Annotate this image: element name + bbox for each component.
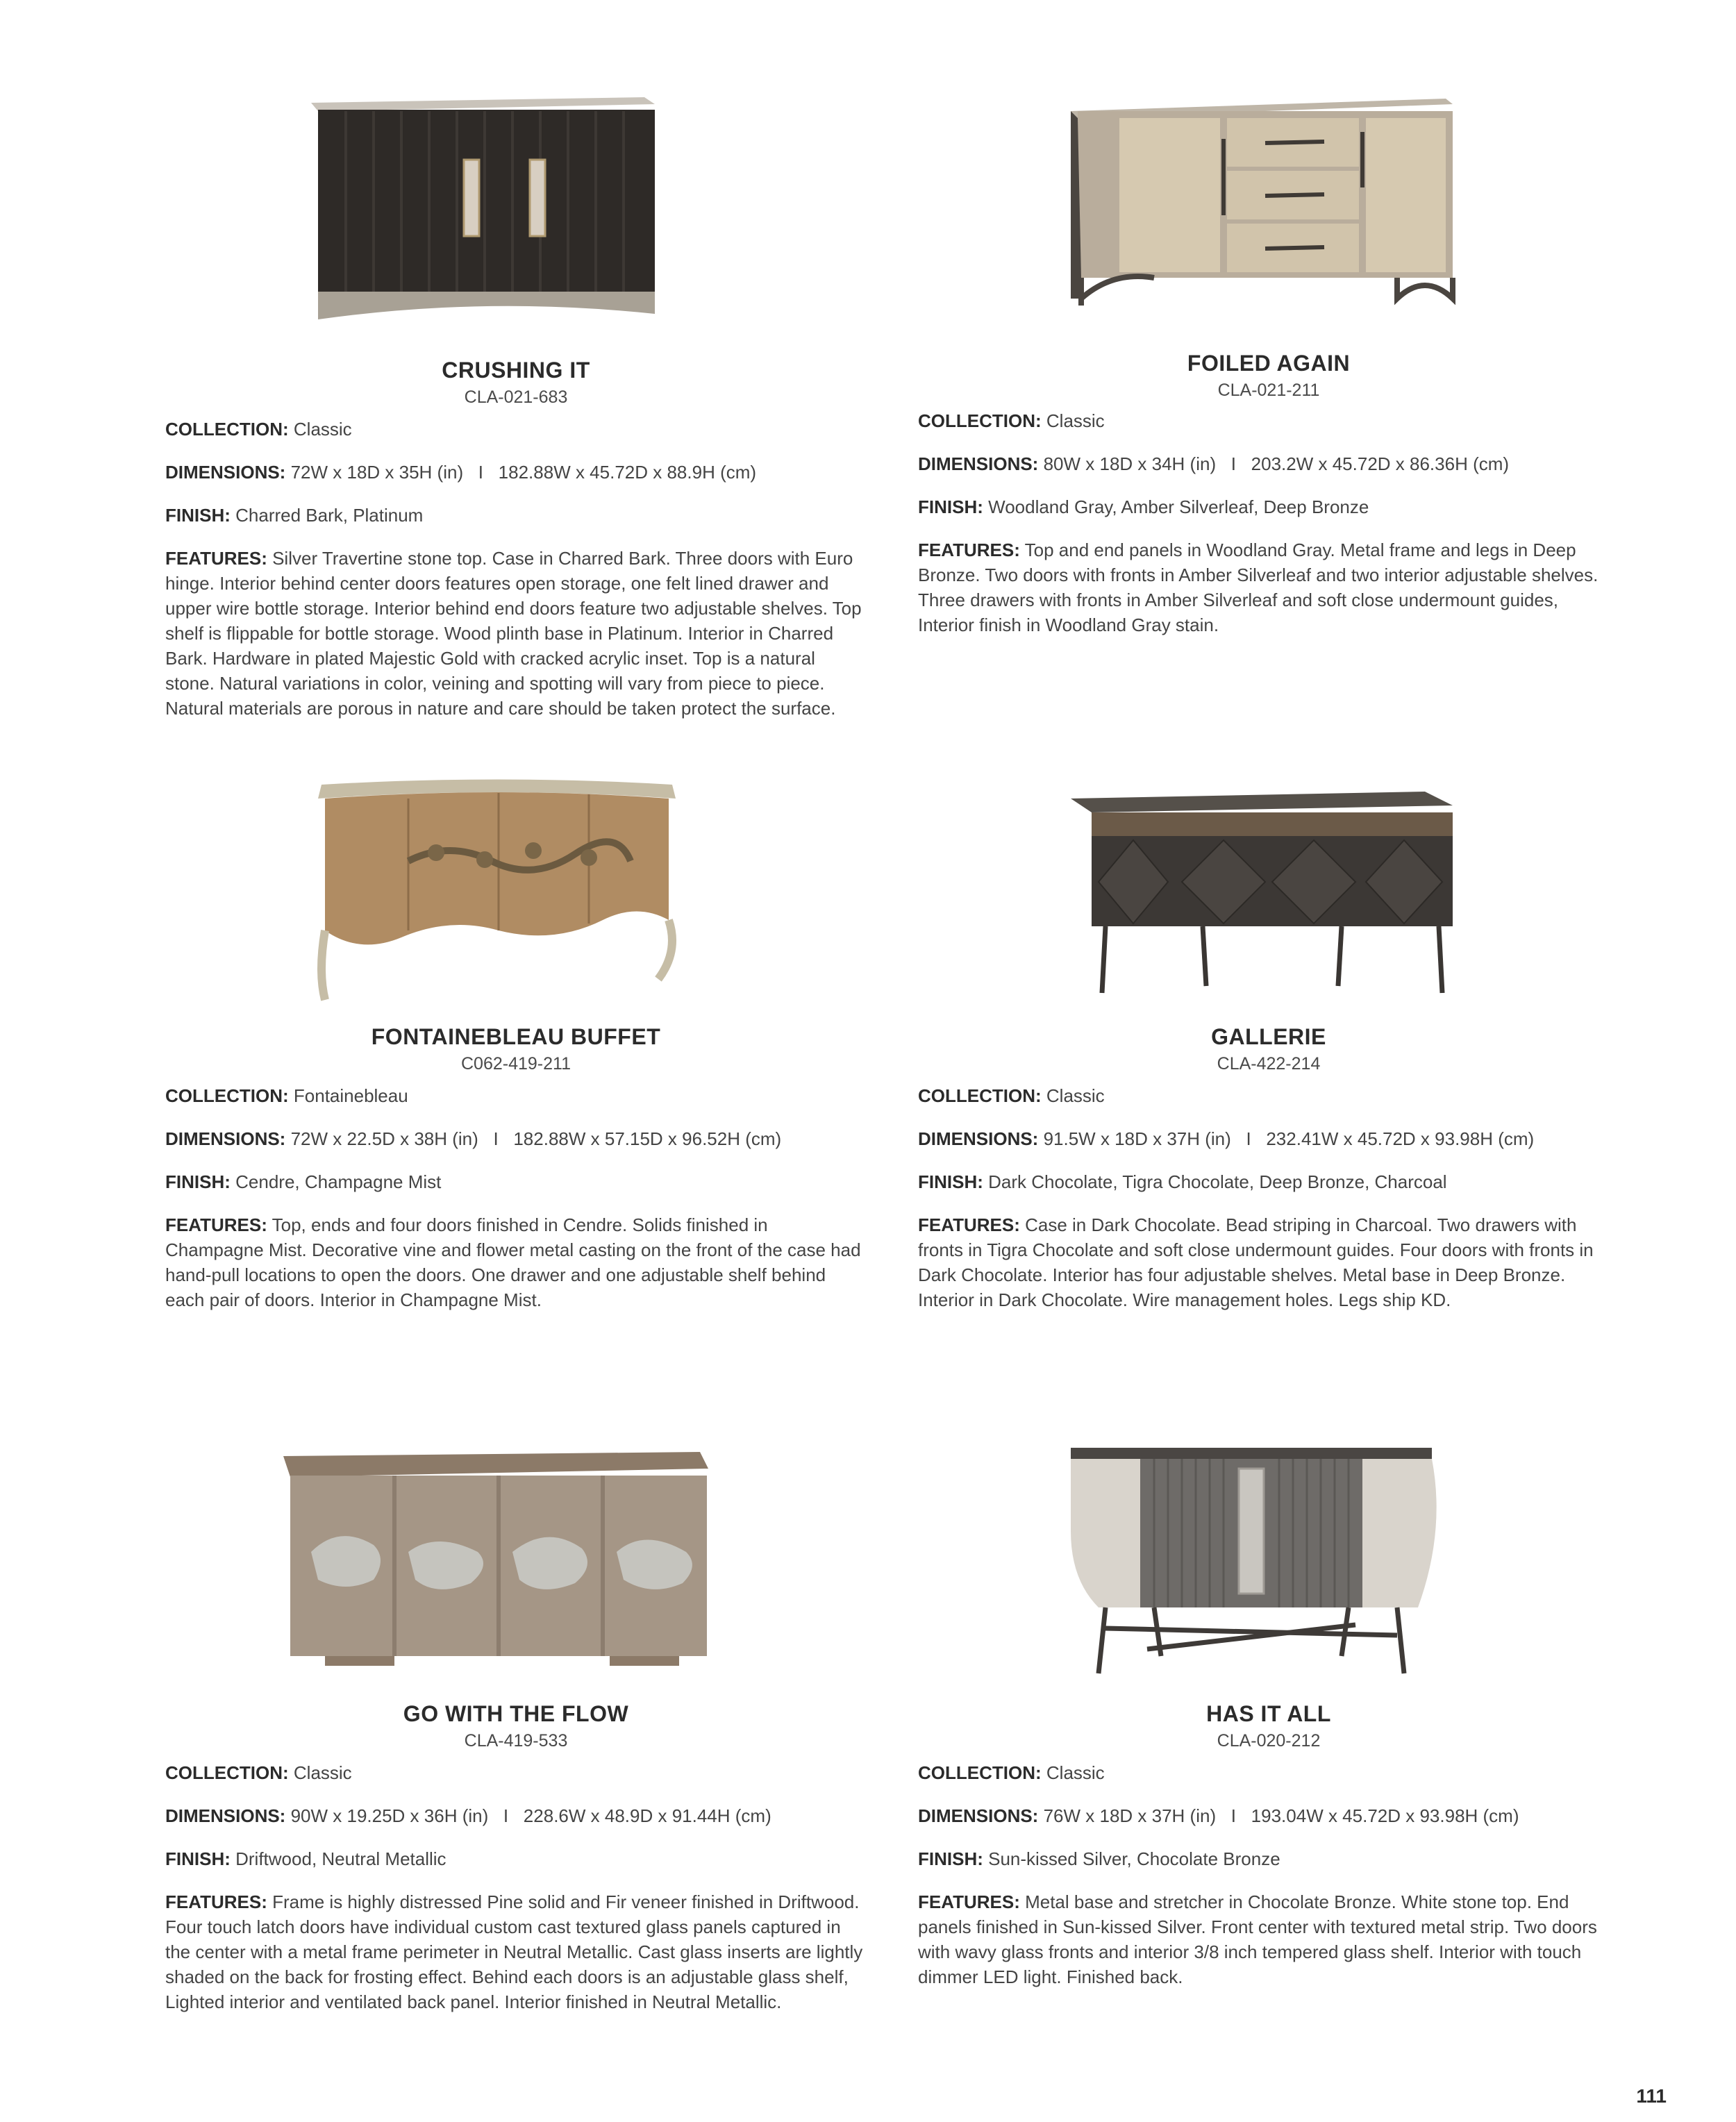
finish-line (918, 494, 1619, 519)
finish-label: FINISH: (918, 1848, 983, 1869)
product-title: FONTAINEBLEAU BUFFET (371, 1024, 661, 1049)
collection-value: Classic (293, 419, 352, 440)
features-text (918, 1889, 1619, 1989)
finish-value: Woodland Gray, Amber Silverleaf, Deep Bronze (988, 496, 1369, 517)
features-value: Top and end panels in Woodland Gray. Metal frame and legs in Deep Bronze. Two doors with fronts in Amber Silverleaf and two interior adjustable shelves. Three drawers with fronts in Amber Silverleaf and soft close undermount guides, Interior finish in Woodland Gray stain. (918, 540, 1599, 635)
dimensions-label: DIMENSIONS: (165, 462, 286, 483)
features-text (918, 537, 1619, 637)
finish-line (918, 1169, 1619, 1194)
finish-line (165, 503, 867, 528)
dimensions-label: DIMENSIONS: (918, 1805, 1039, 1826)
product-go-with-the-flow (165, 1448, 867, 2059)
dimensions-value: 80W x 18D x 34H (in) I 203.2W x 45.72D x 86.36H (cm) (1043, 453, 1510, 474)
product-fontainebleau-buffet (165, 771, 867, 1326)
features-text (918, 1212, 1619, 1312)
dimensions-label: DIMENSIONS: (165, 1128, 286, 1149)
product-sku: C062-419-211 (461, 1054, 571, 1073)
features-label: FEATURES: (918, 1891, 1020, 1912)
collection-value: Classic (1046, 410, 1105, 431)
product-sku: CLA-021-211 (1217, 381, 1320, 400)
product-sku: CLA-422-214 (1217, 1054, 1321, 1073)
collection-label: COLLECTION: (165, 419, 289, 440)
features-text (165, 546, 867, 721)
collection-line (918, 408, 1619, 433)
dimensions-line (165, 1803, 867, 1828)
features-value: Frame is highly distressed Pine solid and Fir veneer finished in Driftwood. Four touch latch doors have individual custom cast textured glass panels captured in the center with a metal frame perimeter in Neutral Metallic. Cast glass inserts are lightly shaded on the back for frosting effect. Behind each doors is an adjustable glass shelf, Lighted interior and ventilated back panel. Interior finished in Neutral Metallic. (165, 1891, 863, 2012)
collection-label: COLLECTION: (165, 1085, 289, 1106)
collection-line (165, 417, 867, 442)
finish-label: FINISH: (918, 1171, 983, 1192)
product-foiled-again (918, 90, 1619, 660)
features-label: FEATURES: (918, 540, 1020, 560)
features-text (165, 1889, 867, 2014)
product-title: GALLERIE (1211, 1024, 1326, 1049)
features-value: Case in Dark Chocolate. Bead striping in Charcoal. Two drawers with fronts in Tigra Chocolate and soft close undermount guides. Four doors with fronts in Dark Chocolate. Interior has four adjustable shelves. Metal base in Deep Bronze. Interior in Dark Chocolate. Wire management holes. Legs ship KD. (918, 1214, 1594, 1310)
collection-label: COLLECTION: (165, 1762, 289, 1783)
features-label: FEATURES: (918, 1214, 1020, 1235)
features-text (165, 1212, 867, 1312)
product-title: CRUSHING IT (442, 358, 590, 383)
features-label: FEATURES: (165, 548, 267, 569)
finish-label: FINISH: (165, 1848, 231, 1869)
collection-label: COLLECTION: (918, 410, 1042, 431)
dimensions-line (918, 1803, 1619, 1828)
dimensions-line (165, 1126, 867, 1151)
page-number: 111 (1636, 2085, 1667, 2107)
collection-label: COLLECTION: (918, 1085, 1042, 1106)
dimensions-line (918, 451, 1619, 476)
dimensions-value: 72W x 22.5D x 38H (in) I 182.88W x 57.15D x 96.52H (cm) (290, 1128, 782, 1149)
dimensions-label: DIMENSIONS: (918, 1128, 1039, 1149)
dimensions-value: 76W x 18D x 37H (in) I 193.04W x 45.72D x 93.98H (cm) (1043, 1805, 1519, 1826)
dimensions-value: 91.5W x 18D x 37H (in) I 232.41W x 45.72D x 93.98H (cm) (1043, 1128, 1535, 1149)
finish-line (165, 1846, 867, 1871)
collection-value: Classic (1046, 1085, 1105, 1106)
product-sku: CLA-021-683 (464, 387, 568, 407)
finish-line (918, 1846, 1619, 1871)
product-title: GO WITH THE FLOW (403, 1701, 629, 1726)
features-label: FEATURES: (165, 1891, 267, 1912)
dimensions-line (165, 460, 867, 485)
dimensions-value: 72W x 18D x 35H (in) I 182.88W x 45.72D x 88.9H (cm) (290, 462, 757, 483)
finish-label: FINISH: (918, 496, 983, 517)
finish-value: Driftwood, Neutral Metallic (235, 1848, 446, 1869)
product-has-it-all (918, 1448, 1619, 2045)
go-with-the-flow-image (283, 1448, 728, 1670)
finish-value: Cendre, Champagne Mist (235, 1171, 442, 1192)
features-value: Top, ends and four doors finished in Cendre. Solids finished in Champagne Mist. Decorative vine and flower metal casting on the front of the case had hand-pull locations to open the doors. One drawer and one adjustable shelf behind each pair of doors. Interior in Champagne Mist. (165, 1214, 861, 1310)
finish-value: Sun-kissed Silver, Chocolate Bronze (988, 1848, 1280, 1869)
crushing-it-image (304, 90, 707, 340)
features-value: Silver Travertine stone top. Case in Charred Bark. Three doors with Euro hinge. Interior behind center doors features open storage, one felt lined drawer and upper wire bottle storage. Interior behind end doors feature two adjustable shelves. Top shelf is flippable for bottle storage. Wood plinth base in Platinum. Interior in Charred Bark. Hardware in plated Majestic Gold with cracked acrylic inset. Top is a natural stone. Natural variations in color, veining and spotting will vary from piece to piece. Natural materials are porous in nature and care should be taken protect the surface. (165, 548, 862, 719)
dimensions-value: 90W x 19.25D x 36H (in) I 228.6W x 48.9D x 91.44H (cm) (290, 1805, 771, 1826)
collection-line (918, 1760, 1619, 1785)
dimensions-label: DIMENSIONS: (165, 1805, 286, 1826)
finish-line (165, 1169, 867, 1194)
product-gallerie (918, 771, 1619, 1354)
product-crushing-it (165, 90, 867, 785)
dimensions-label: DIMENSIONS: (918, 453, 1039, 474)
product-sku: CLA-419-533 (464, 1731, 568, 1751)
finish-value: Charred Bark, Platinum (235, 505, 424, 526)
features-label: FEATURES: (165, 1214, 267, 1235)
has-it-all-image (1057, 1448, 1446, 1677)
collection-line (918, 1083, 1619, 1108)
fontainebleau-buffet-image (311, 771, 700, 1007)
collection-value: Fontainebleau (293, 1085, 408, 1106)
collection-label: COLLECTION: (918, 1762, 1042, 1783)
product-title: FOILED AGAIN (1187, 351, 1351, 376)
foiled-again-image (1050, 90, 1494, 312)
finish-label: FINISH: (165, 1171, 231, 1192)
finish-label: FINISH: (165, 505, 231, 526)
product-title: HAS IT ALL (1206, 1701, 1331, 1726)
gallerie-image (1064, 785, 1480, 1007)
collection-value: Classic (293, 1762, 352, 1783)
collection-line (165, 1760, 867, 1785)
features-value: Metal base and stretcher in Chocolate Bronze. White stone top. End panels finished in Sun-kissed Silver. Front center with textured metal strip. Two doors with wavy glass fronts and interior 3/8 inch tempered glass shelf. Interior with touch dimmer LED light. Finished back. (918, 1891, 1597, 1987)
dimensions-line (918, 1126, 1619, 1151)
finish-value: Dark Chocolate, Tigra Chocolate, Deep Bronze, Charcoal (988, 1171, 1447, 1192)
collection-line (165, 1083, 867, 1108)
product-sku: CLA-020-212 (1217, 1731, 1321, 1751)
collection-value: Classic (1046, 1762, 1105, 1783)
